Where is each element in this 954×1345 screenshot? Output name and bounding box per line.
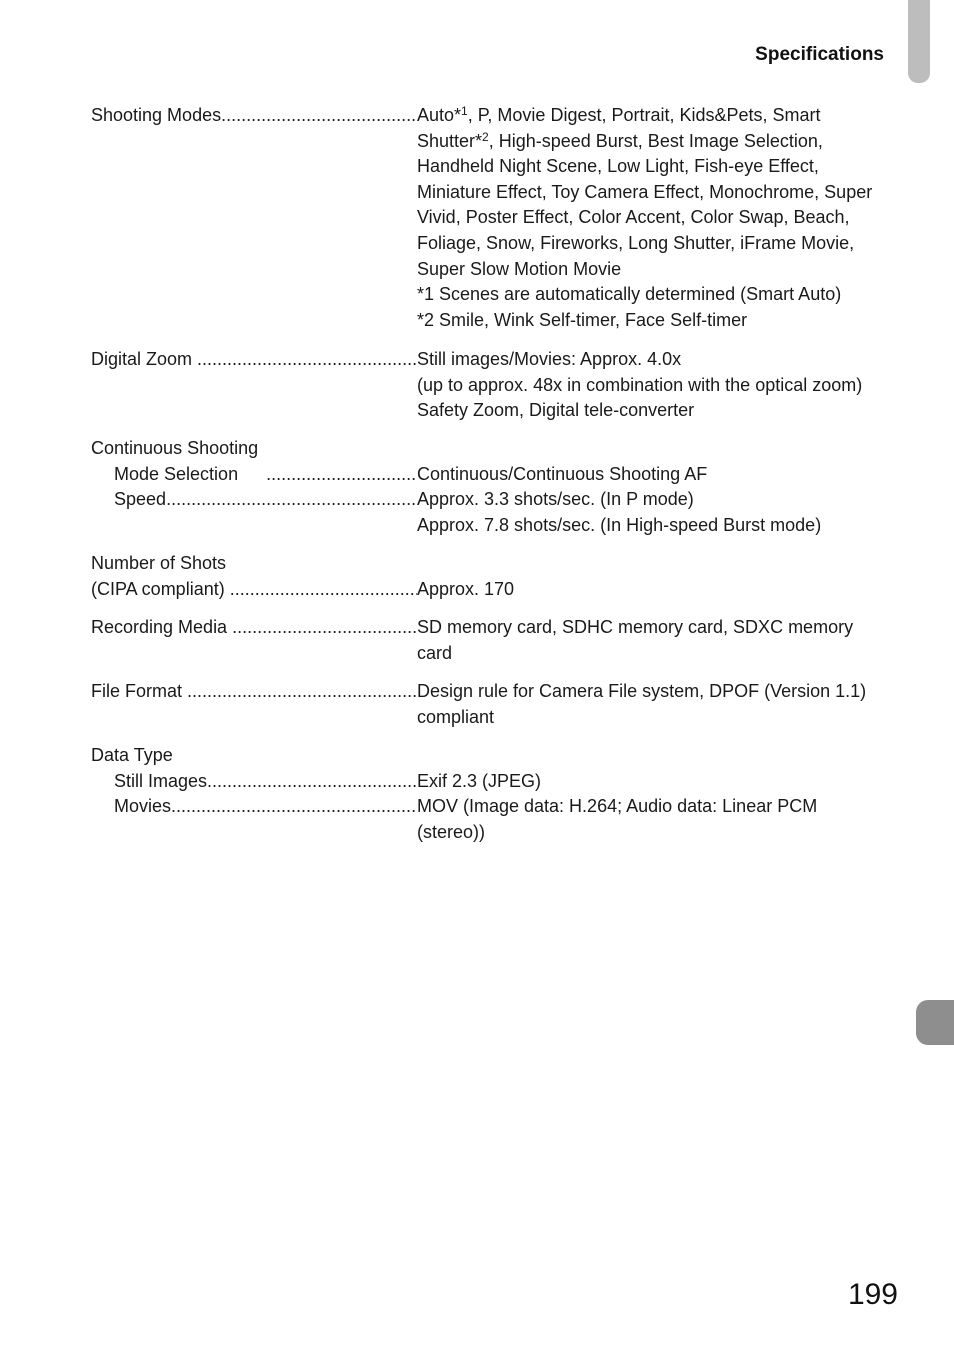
spec-label: (CIPA compliant) ..... (91, 577, 417, 603)
spec-heading: Data Type (91, 745, 173, 765)
spec-value-line: SD memory card, SDHC memory card, SDXC memory (417, 617, 854, 637)
spec-digital-zoom (91, 347, 906, 424)
spec-heading: Number of Shots (91, 553, 227, 573)
spec-value (417, 794, 906, 845)
spec-value-line: Handheld Night Scene, Low Light, Fish-eye Effect, (417, 156, 819, 177)
spec-value-line: Design rule for Camera File system, DPOF (Version 1.1) (417, 681, 867, 701)
spec-label: Mode Selection ..... (91, 462, 417, 488)
spec-value-line: card (417, 642, 453, 663)
spec-label: Recording Media ..... (91, 615, 417, 641)
spec-value (417, 347, 906, 424)
spec-value-line: Vivid, Poster Effect, Color Accent, Color Swap, Beach, (417, 207, 850, 228)
spec-value-line: MOV (Image data: H.264; Audio data: Linear PCM (417, 796, 818, 817)
spec-data-type (91, 743, 906, 845)
spec-value (417, 615, 906, 666)
spec-value: Auto*$^1$, P, Movie Digest, Portrait, Kids&Pets, Smart Shutter*$^2$, High-speed Burst, Best Image Selection, Handheld Night Scene, Low Light, Fish-eye Effect, Miniature Effect, Toy Camera Effect, Monochrome, Super Vivid, Poster Effect, Color Accent, Color Swap, Beach, Foliage, Snow, Fireworks, Long Shutter, iFrame Movie, Super Slow Motion Movie *1 Scenes are automatically determined (Smart Auto) *2 Smile, Wink Self-timer, Face Self-timer (417, 103, 906, 333)
spec-label: Digital Zoom ..... (91, 347, 417, 373)
spec-footnote: *2 Smile, Wink Self-timer, Face Self-timer (417, 309, 748, 330)
spec-value: Approx. 170 (417, 578, 515, 599)
spec-value: Exif 2.3 (JPEG) (417, 770, 542, 791)
spec-value-line: compliant (417, 706, 495, 727)
spec-value-line: Still images/Movies: Approx. 4.0x (417, 349, 682, 369)
spec-heading: Continuous Shooting (91, 438, 259, 458)
spec-value-line: Approx. 7.8 shots/sec. (In High-speed Burst mode) (417, 514, 822, 535)
spec-label: Speed ..... (91, 487, 417, 513)
spec-value: Continuous/Continuous Shooting AF (417, 463, 708, 484)
spec-value-line: Safety Zoom, Digital tele-converter (417, 400, 695, 421)
page-header-title: Specifications (755, 44, 884, 65)
spec-value-line: Miniature Effect, Toy Camera Effect, Monochrome, Super (417, 181, 873, 202)
chapter-tab-index (916, 1000, 954, 1045)
spec-value-line: (up to approx. 48x in combination with the optical zoom) (417, 374, 863, 395)
spec-value (417, 487, 906, 538)
spec-shooting-modes (91, 103, 906, 333)
spec-value-line: Foliage, Snow, Fireworks, Long Shutter, iFrame Movie, (417, 232, 855, 253)
spec-label: Still Images ..... (91, 769, 417, 795)
spec-label: Movies ..... (91, 794, 417, 820)
chapter-tab-top (908, 0, 930, 83)
spec-value (417, 679, 906, 730)
spec-value-line: Super Slow Motion Movie (417, 258, 622, 279)
spec-value-line: (stereo)) (417, 821, 486, 842)
spec-file-format (91, 679, 906, 730)
spec-footnote: *1 Scenes are automatically determined (Smart Auto) (417, 284, 842, 305)
spec-recording-media (91, 615, 906, 666)
spec-number-of-shots (91, 551, 906, 602)
page-number: 199 (847, 1278, 898, 1311)
spec-label: Shooting Modes ..... (91, 103, 417, 129)
spec-label: File Format ..... (91, 679, 417, 705)
spec-value-line: Approx. 3.3 shots/sec. (In P mode) (417, 489, 694, 510)
spec-continuous-shooting (91, 436, 906, 538)
